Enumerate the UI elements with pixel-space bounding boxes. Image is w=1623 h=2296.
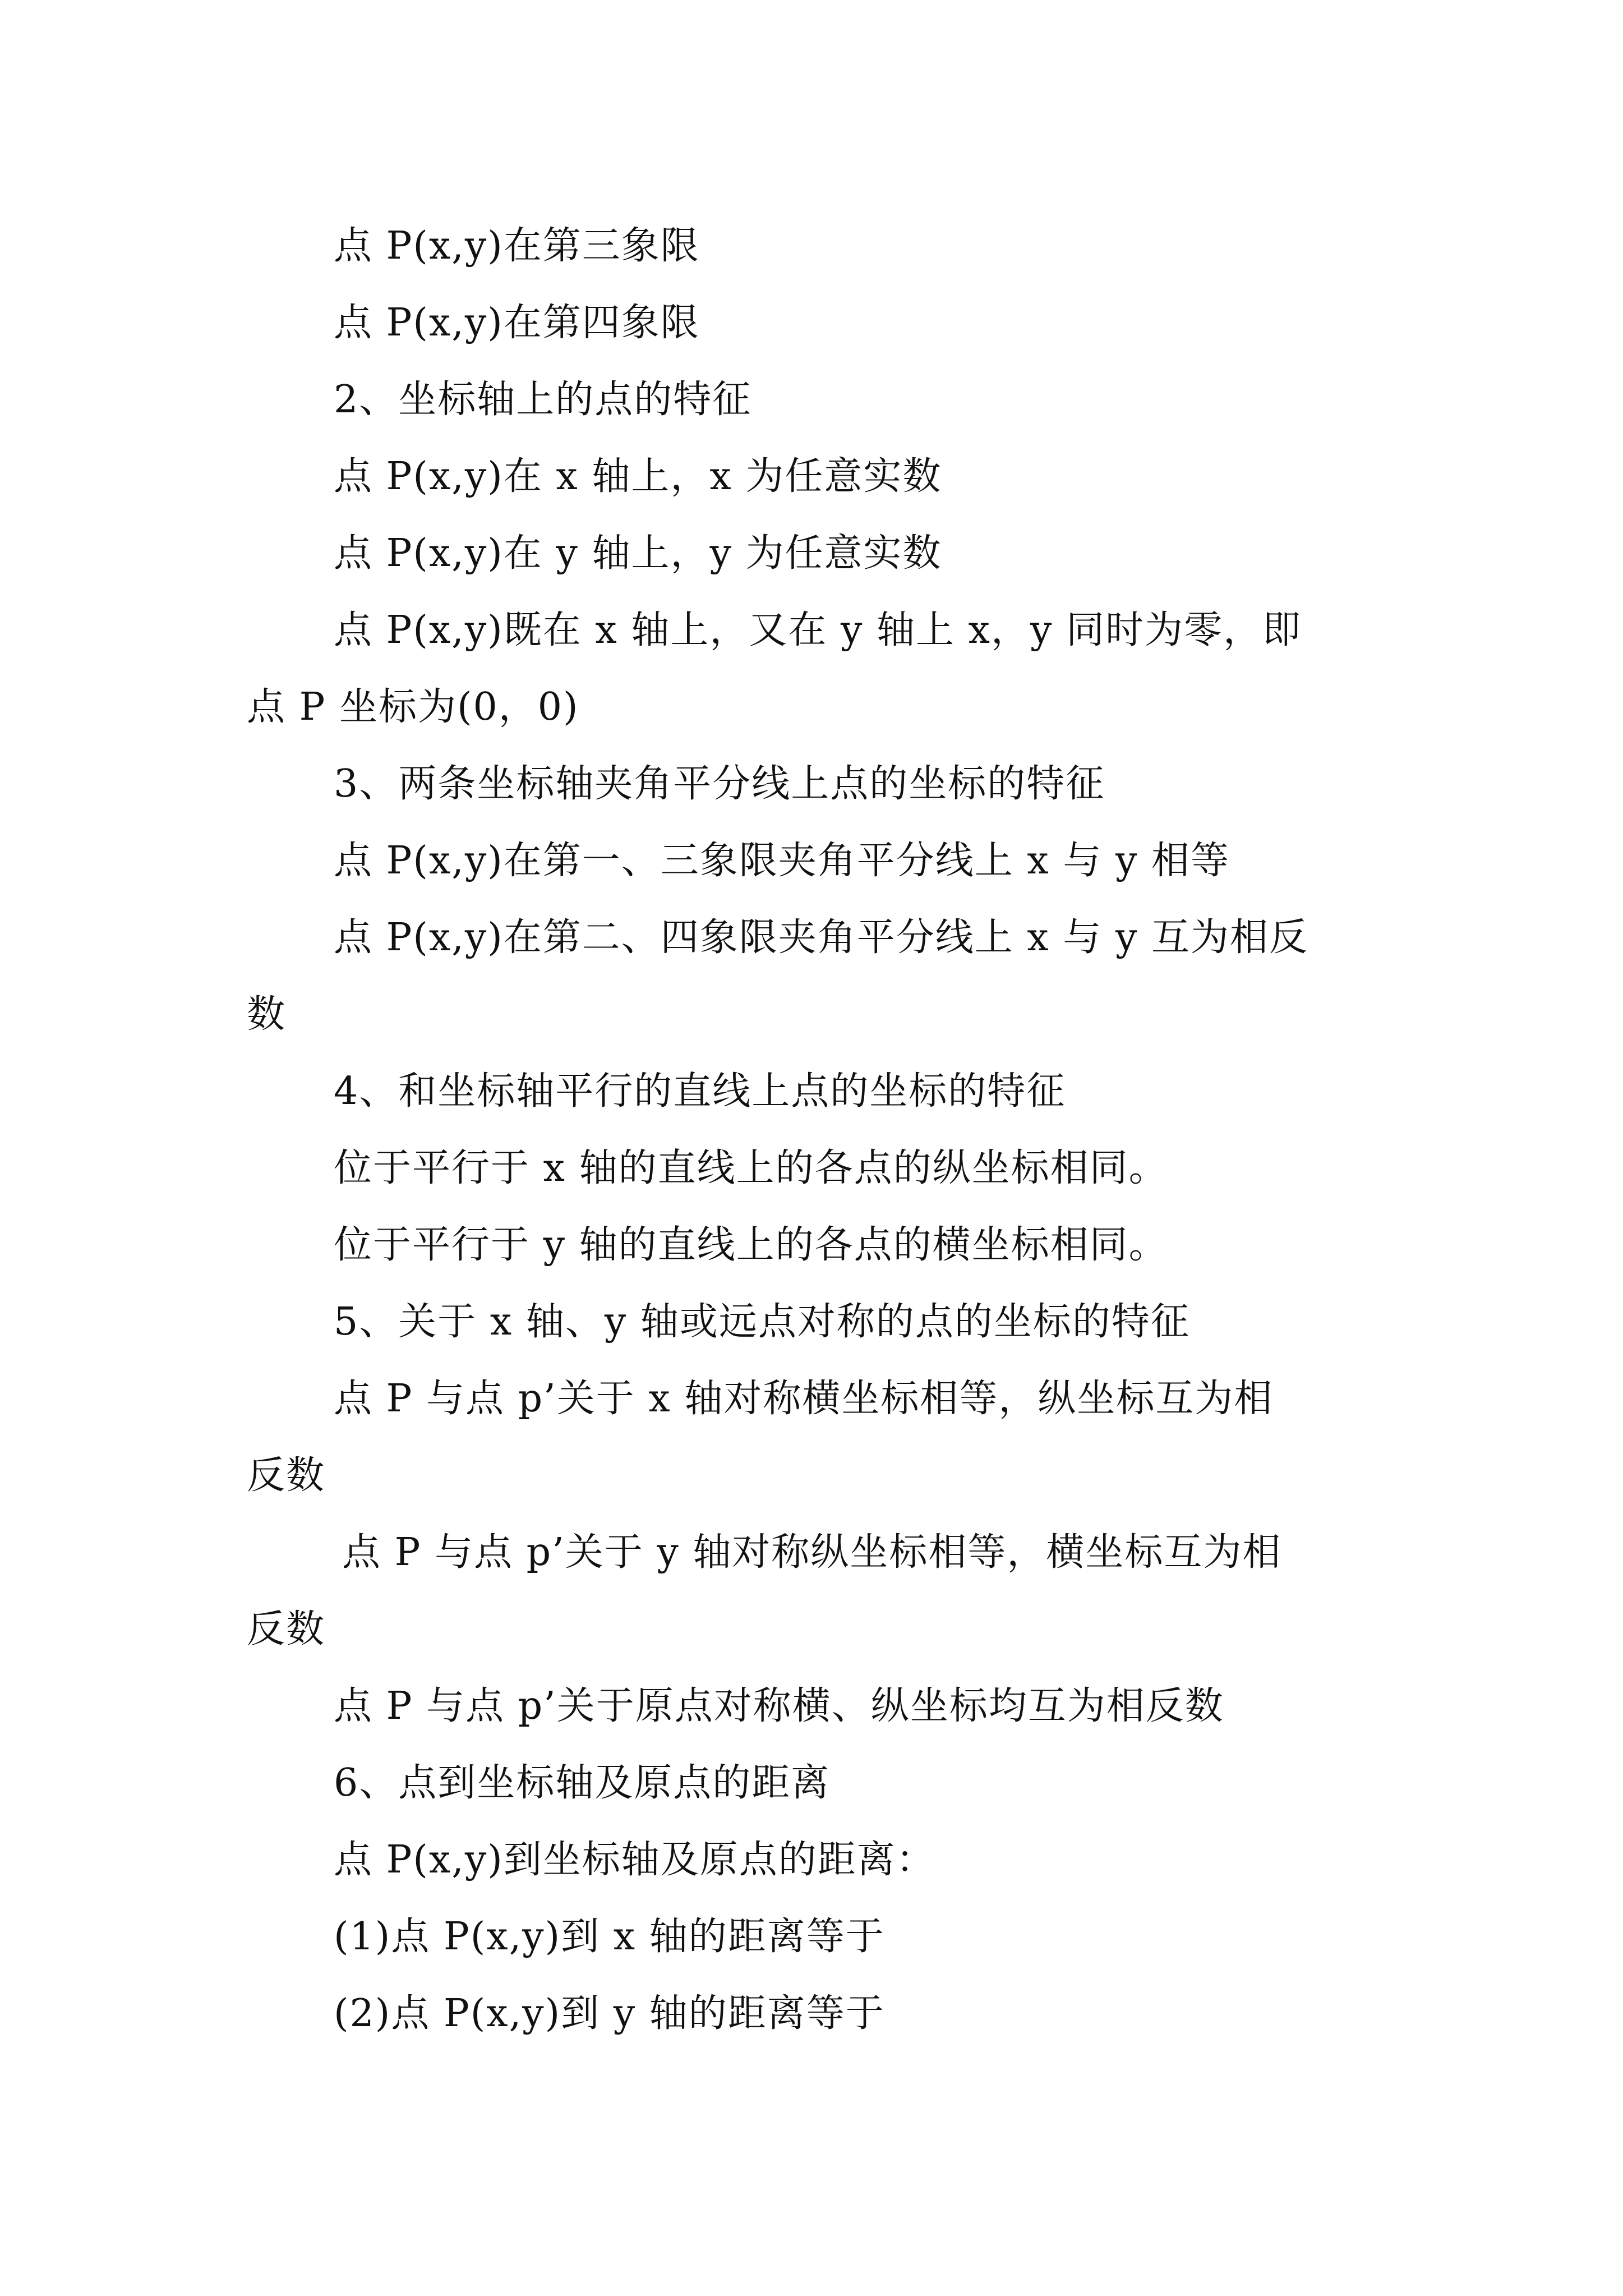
- text-line: 点 P(x,y)到坐标轴及原点的距离：: [334, 1838, 935, 1882]
- text-line: 点 P(x,y)在第一、三象限夹角平分线上 x 与 y 相等: [334, 839, 1230, 883]
- text-line-continuation: 数: [247, 992, 287, 1037]
- text-line-continuation: 反数: [247, 1607, 326, 1651]
- section-heading: 4、和坐标轴平行的直线上点的坐标的特征: [334, 1069, 1066, 1114]
- text-line: 点 P 与点 p’关于 y 轴对称纵坐标相等，横坐标互为相: [342, 1530, 1282, 1575]
- text-line: 点 P(x,y)在第二、四象限夹角平分线上 x 与 y 互为相反: [334, 915, 1309, 960]
- section-heading: 5、关于 x 轴、y 轴或远点对称的点的坐标的特征: [334, 1300, 1190, 1344]
- text-line-continuation: 反数: [247, 1453, 326, 1498]
- text-line: 点 P(x,y)在 x 轴上，x 为任意实数: [334, 454, 942, 499]
- text-line-continuation: 点 P 坐标为(0，0): [247, 685, 579, 729]
- section-heading: 2、坐标轴上的点的特征: [334, 378, 752, 422]
- text-line: 点 P(x,y)在第四象限: [334, 301, 700, 345]
- text-line: 位于平行于 y 轴的直线上的各点的横坐标相同。: [334, 1223, 1168, 1267]
- section-heading: 3、两条坐标轴夹角平分线上点的坐标的特征: [334, 762, 1105, 806]
- body-text: [247, 208, 1391, 2052]
- text-line: 位于平行于 x 轴的直线上的各点的纵坐标相同。: [334, 1146, 1168, 1190]
- section-heading: 6、点到坐标轴及原点的距离: [334, 1761, 831, 1805]
- text-line: (1)点 P(x,y)到 x 轴的距离等于: [334, 1915, 885, 1959]
- text-line: (2)点 P(x,y)到 y 轴的距离等于: [334, 1991, 885, 2036]
- text-line: 点 P 与点 p’关于原点对称横、纵坐标均互为相反数: [334, 1684, 1224, 1728]
- text-line: 点 P(x,y)在第三象限: [334, 224, 700, 268]
- text-line: 点 P 与点 p’关于 x 轴对称横坐标相等，纵坐标互为相: [334, 1377, 1274, 1421]
- text-line: 点 P(x,y)既在 x 轴上，又在 y 轴上 x，y 同时为零，即: [334, 608, 1302, 652]
- text-line: 点 P(x,y)在 y 轴上，y 为任意实数: [334, 531, 942, 576]
